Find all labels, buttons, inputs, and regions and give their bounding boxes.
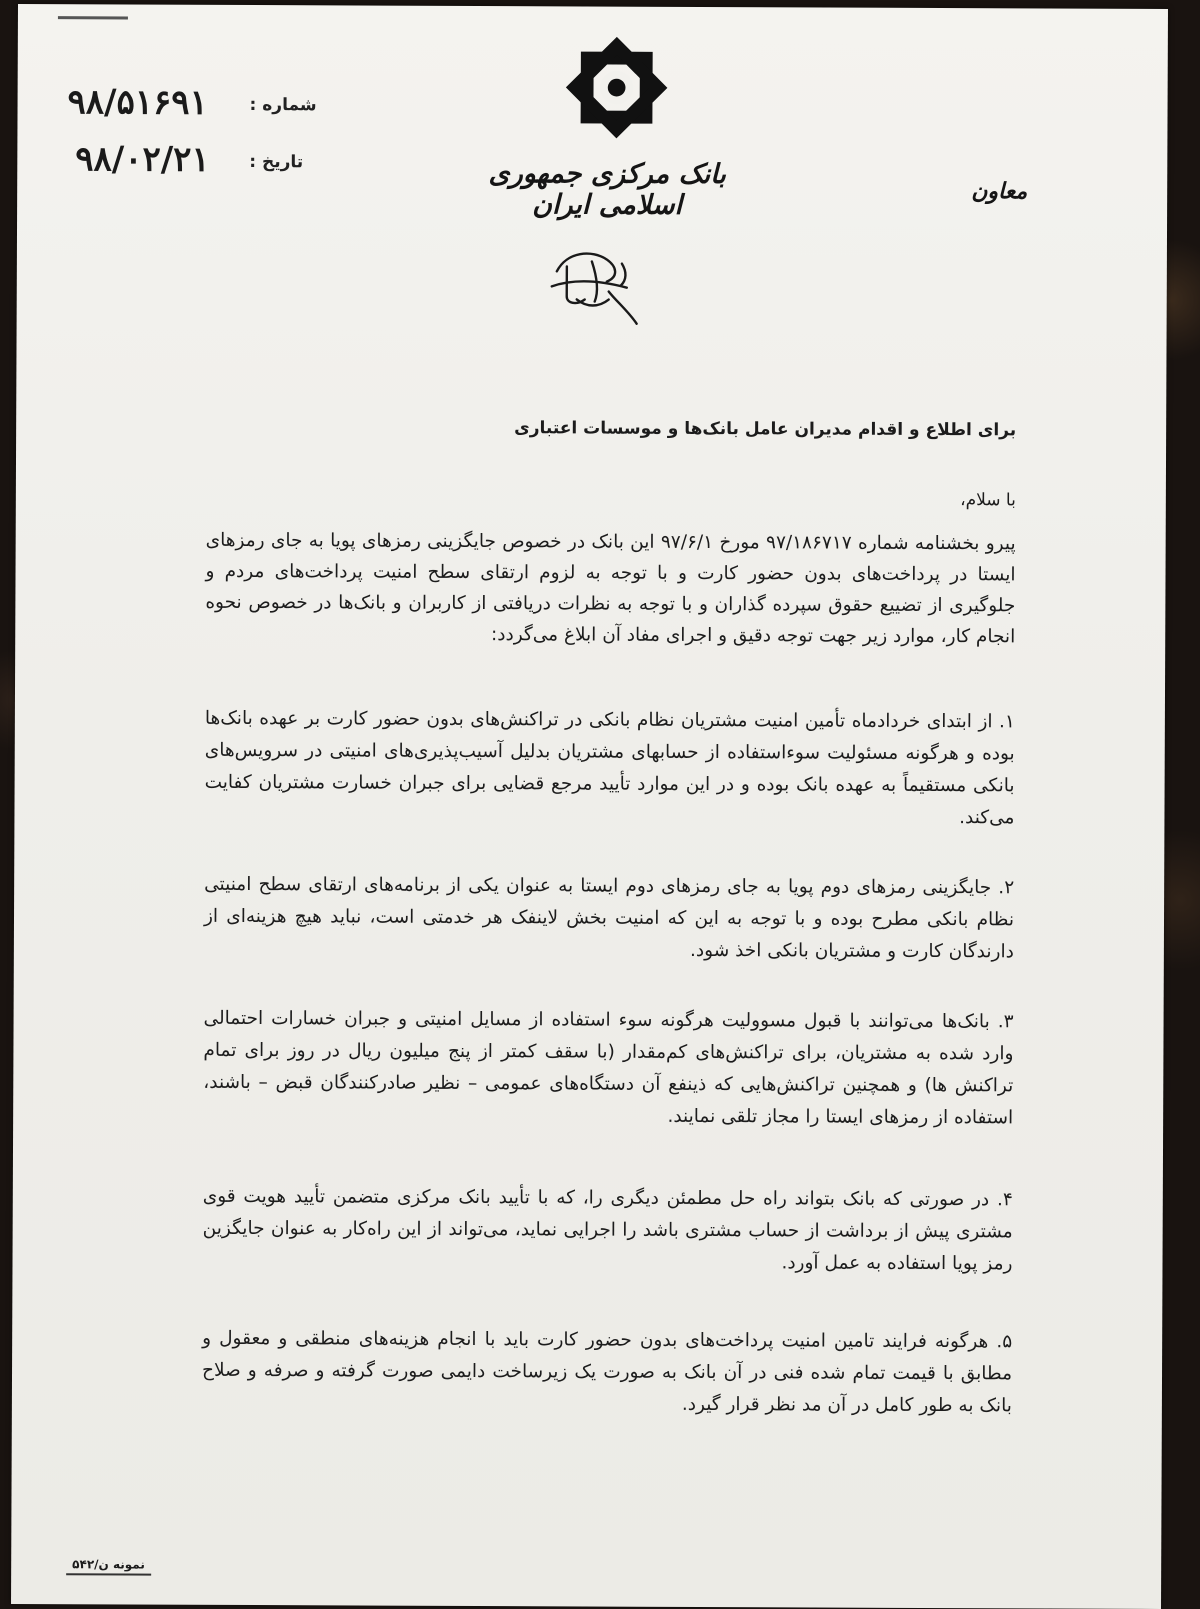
letter-page [11, 4, 1168, 1609]
form-code: نمونه ن/۵۴۲ [66, 1557, 151, 1575]
list-item-5: ۵. هرگونه فرایند تامین امنیت پرداخت‌های بدون حضور کارت باید با انجام هزینه‌های منطقی و معقول و مطابق با قیمت تمام شده فنی در آن بانک به صورت یک زیرساخت دایمی صورت گرفته و صرفه و صلاح بانک به طور کامل در آن مد نظر قرار گیرد. [201, 1327, 1013, 1417]
central-bank-emblem-icon [557, 28, 676, 147]
bank-name: بانک مرکزی جمهوری اسلامی ایران [488, 158, 727, 221]
number-value: ۹۸/۵۱۶۹۱ [67, 82, 208, 123]
greeting: با سلام، [960, 490, 1016, 511]
number-label: شماره : [249, 95, 317, 116]
list-item-1: ۱. از ابتدای خردادماه تأمین امنیت مشتریان نظام بانکی در تراکنش‌های بدون حضور کارت بر عهده بانک‌ها بوده و هرگونه مسئولیت سوءاستفاده از حسابهای مشتریان بدلیل آسیب‌پذیری‌های امنیتی در سرویس‌های بانکی مستقیماً به عهده بانک بوده و در این موارد تأیید مرجع قضایی برای جبران خسارت مشتریان کفایت می‌کند. [204, 707, 1015, 829]
date-value: ۹۸/۰۲/۲۱ [75, 139, 210, 180]
intro-paragraph: پیرو بخشنامه شماره ۹۷/۱۸۶۷۱۷ مورخ ۹۷/۶/۱ این بانک در خصوص جایگزینی رمزهای پویا به جای رمزهای ایستا در پرداخت‌های بدون حضور کارت و با توجه به لزوم ارتقای سطح امنیت پرداخت‌های مردم و جلوگیری از تضییع حقوق سپرده گذاران و با توجه به نظرات دریافتی از کاربران و بانک‌ها در خصوص نحوه انجام کار، موارد زیر جهت توجه دقیق و اجرای مفاد آن ابلاغ می‌گردد: [205, 529, 1016, 648]
addressee-line: برای اطلاع و اقدام مدیران عامل بانک‌ها و موسسات اعتباری [514, 418, 1017, 441]
list-item-2: ۲. جایگزینی رمزهای دوم پویا به جای رمزهای دوم ایستا به عنوان یکی از برنامه‌های ارتقای سطح امنیتی نظام بانکی مطرح بوده و با توجه به این که امنیت بخش لاینفک هر خدمتی است، نباید هیچ هزینه‌ای از دارندگان کارت و مشتریان بانکی اخذ شود. [203, 873, 1015, 963]
issuer-role: معاون [971, 178, 1028, 205]
basmala-calligraphy-icon [537, 241, 647, 326]
list-item-4: ۴. در صورتی که بانک بتواند راه حل مطمئن دیگری را، که با تأیید بانک مرکزی متضمن تأیید هویت قوی مشتری پیش از برداشت از حساب مشتری باشد را اجرایی نماید، می‌تواند از این راه‌کار به عنوان جایگزین رمز پویا استفاده به عمل آورد. [202, 1185, 1013, 1275]
list-item-3: ۳. بانک‌ها می‌توانند با قبول مسوولیت هرگونه سوء استفاده از مسایل امنیتی و جبران خسارات احتمالی وارد شده به مشتریان، برای تراکنش‌های کم‌مقدار (با سقف کمتر از پنج میلیون ریال در روز برای تمام تراکنش ها) و همچنین تراکنش‌هایی که ذینفع آن دستگاه‌های عمومی – نظیر صادرکنندگان قبض – باشند، استفاده از رمزهای ایستا را مجاز تلقی نمایند. [203, 1007, 1014, 1129]
date-label: تاریخ : [249, 152, 304, 173]
corner-mark [58, 16, 128, 19]
